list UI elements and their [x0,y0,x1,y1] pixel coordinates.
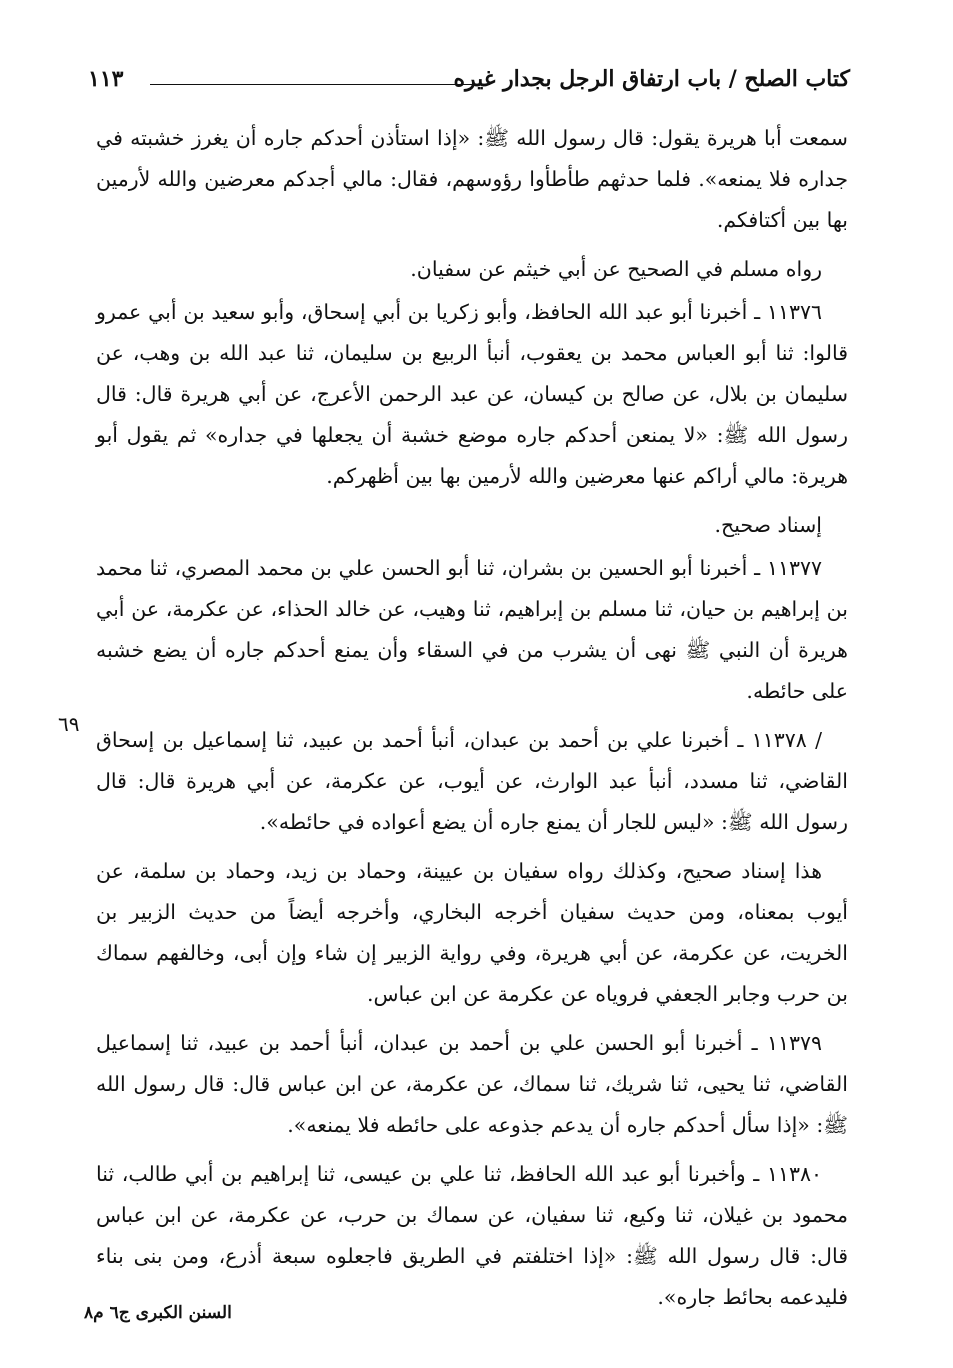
hadith-paragraph: / ١١٣٧٨ ـ أخبرنا علي بن أحمد بن عبدان، أنبأ أحمد بن عبيد، ثنا إسماعيل بن إسحاق القاضي، ثنا مسدد، أنبأ عبد الوارث، عن أيوب، عن عكرمة، عن أبي هريرة قال: قال رسول الله ﷺ: «ليس للجار أن يمنع جاره أن يضع أعواده في حائطه». [96,728,848,834]
page-number: ١١٣ [88,66,124,92]
paragraph: إسناد صحيح. [714,513,822,537]
body-text [96,118,848,1326]
paragraph: سمعت أبا هريرة يقول: قال رسول الله ﷺ: «إذا استأذن أحدكم جاره أن يغرز خشبته في جداره فلا يمنعه». فلما حدثهم طأطأوا رؤوسهم، فقال: مالي أجدكم معرضين والله لأرمين بها بين أكتافكم. [96,126,848,232]
header-rule [150,84,490,85]
hadith-paragraph: ١١٣٧٦ ـ أخبرنا أبو عبد الله الحافظ، وأبو زكريا بن أبي إسحاق، وأبو سعيد بن أبي عمرو قالوا: ثنا أبو العباس محمد بن يعقوب، أنبأ الربيع بن سليمان، ثنا عبد الله بن وهب، عن سليمان بن بلال، عن صالح بن كيسان، عن عبد الرحمن الأعرج، عن أبي هريرة قال: قال رسول الله ﷺ: «لا يمنعن أحدكم جاره موضع خشبة أن يجعلها في جداره» ثم يقول أبو هريرة: مالي أراكم عنها معرضين والله لأرمين بها بين أظهركم. [96,300,848,488]
running-header [88,58,850,98]
paragraph: رواه مسلم في الصحيح عن أبي خيثم عن سفيان. [410,257,822,281]
signature-mark: السنن الكبرى ج٦ م٨ [84,1303,232,1323]
hadith-paragraph: ١١٣٧٧ ـ أخبرنا أبو الحسين بن بشران، ثنا أبو الحسن علي بن محمد المصري، ثنا محمد بن إبراهيم بن حيان، ثنا مسلم بن إبراهيم، ثنا وهيب، عن خالد الحذاء، عن عكرمة، عن أبي هريرة أن النبي ﷺ نهى أن يشرب من في السقاء وأن يمنع أحدكم جاره أن يضع خشبه على حائطه. [96,556,848,703]
margin-reference: ٦٩ [58,712,80,736]
hadith-paragraph: ١١٣٧٩ ـ أخبرنا أبو الحسن علي بن أحمد بن عبدان، أنبأ أحمد بن عبيد، ثنا إسماعيل القاضي، ثنا يحيى، ثنا شريك، ثنا سماك، عن عكرمة، عن ابن عباس قال: قال رسول الله ﷺ: «إذا سأل أحدكم جاره أن يدعم جذوعه على حائطه فلا يمنعه». [96,1031,848,1137]
commentary-paragraph: هذا إسناد صحيح، وكذلك رواه سفيان بن عيينة، وحماد بن زيد، وحماد بن سلمة، عن أيوب بمعناه، ومن حديث سفيان أخرجه البخاري، وأخرجه أيضاً من حديث الزبير بن الخريت، عن عكرمة، عن أبي هريرة، وفي رواية الزبير إن شاء وإن أبى، وخالفهم سماك بن حرب وجابر الجعفي فروياه عن عكرمة عن ابن عباس. [96,859,848,1006]
chapter-title: كتاب الصلح / باب ارتفاق الرجل بجدار غيره [453,66,850,92]
hadith-paragraph: ١١٣٨٠ ـ وأخبرنا أبو عبد الله الحافظ، ثنا علي بن عيسى، ثنا إبراهيم بن أبي طالب، ثنا محمود بن غيلان، ثنا وكيع، ثنا سفيان، عن سماك بن حرب، عن عكرمة، عن ابن عباس قال: قال رسول الله ﷺ: «إذا اختلفتم في الطريق فاجعلوه سبعة أذرع، ومن بنى بناء فليدعمه بحائط جاره». [96,1162,848,1309]
